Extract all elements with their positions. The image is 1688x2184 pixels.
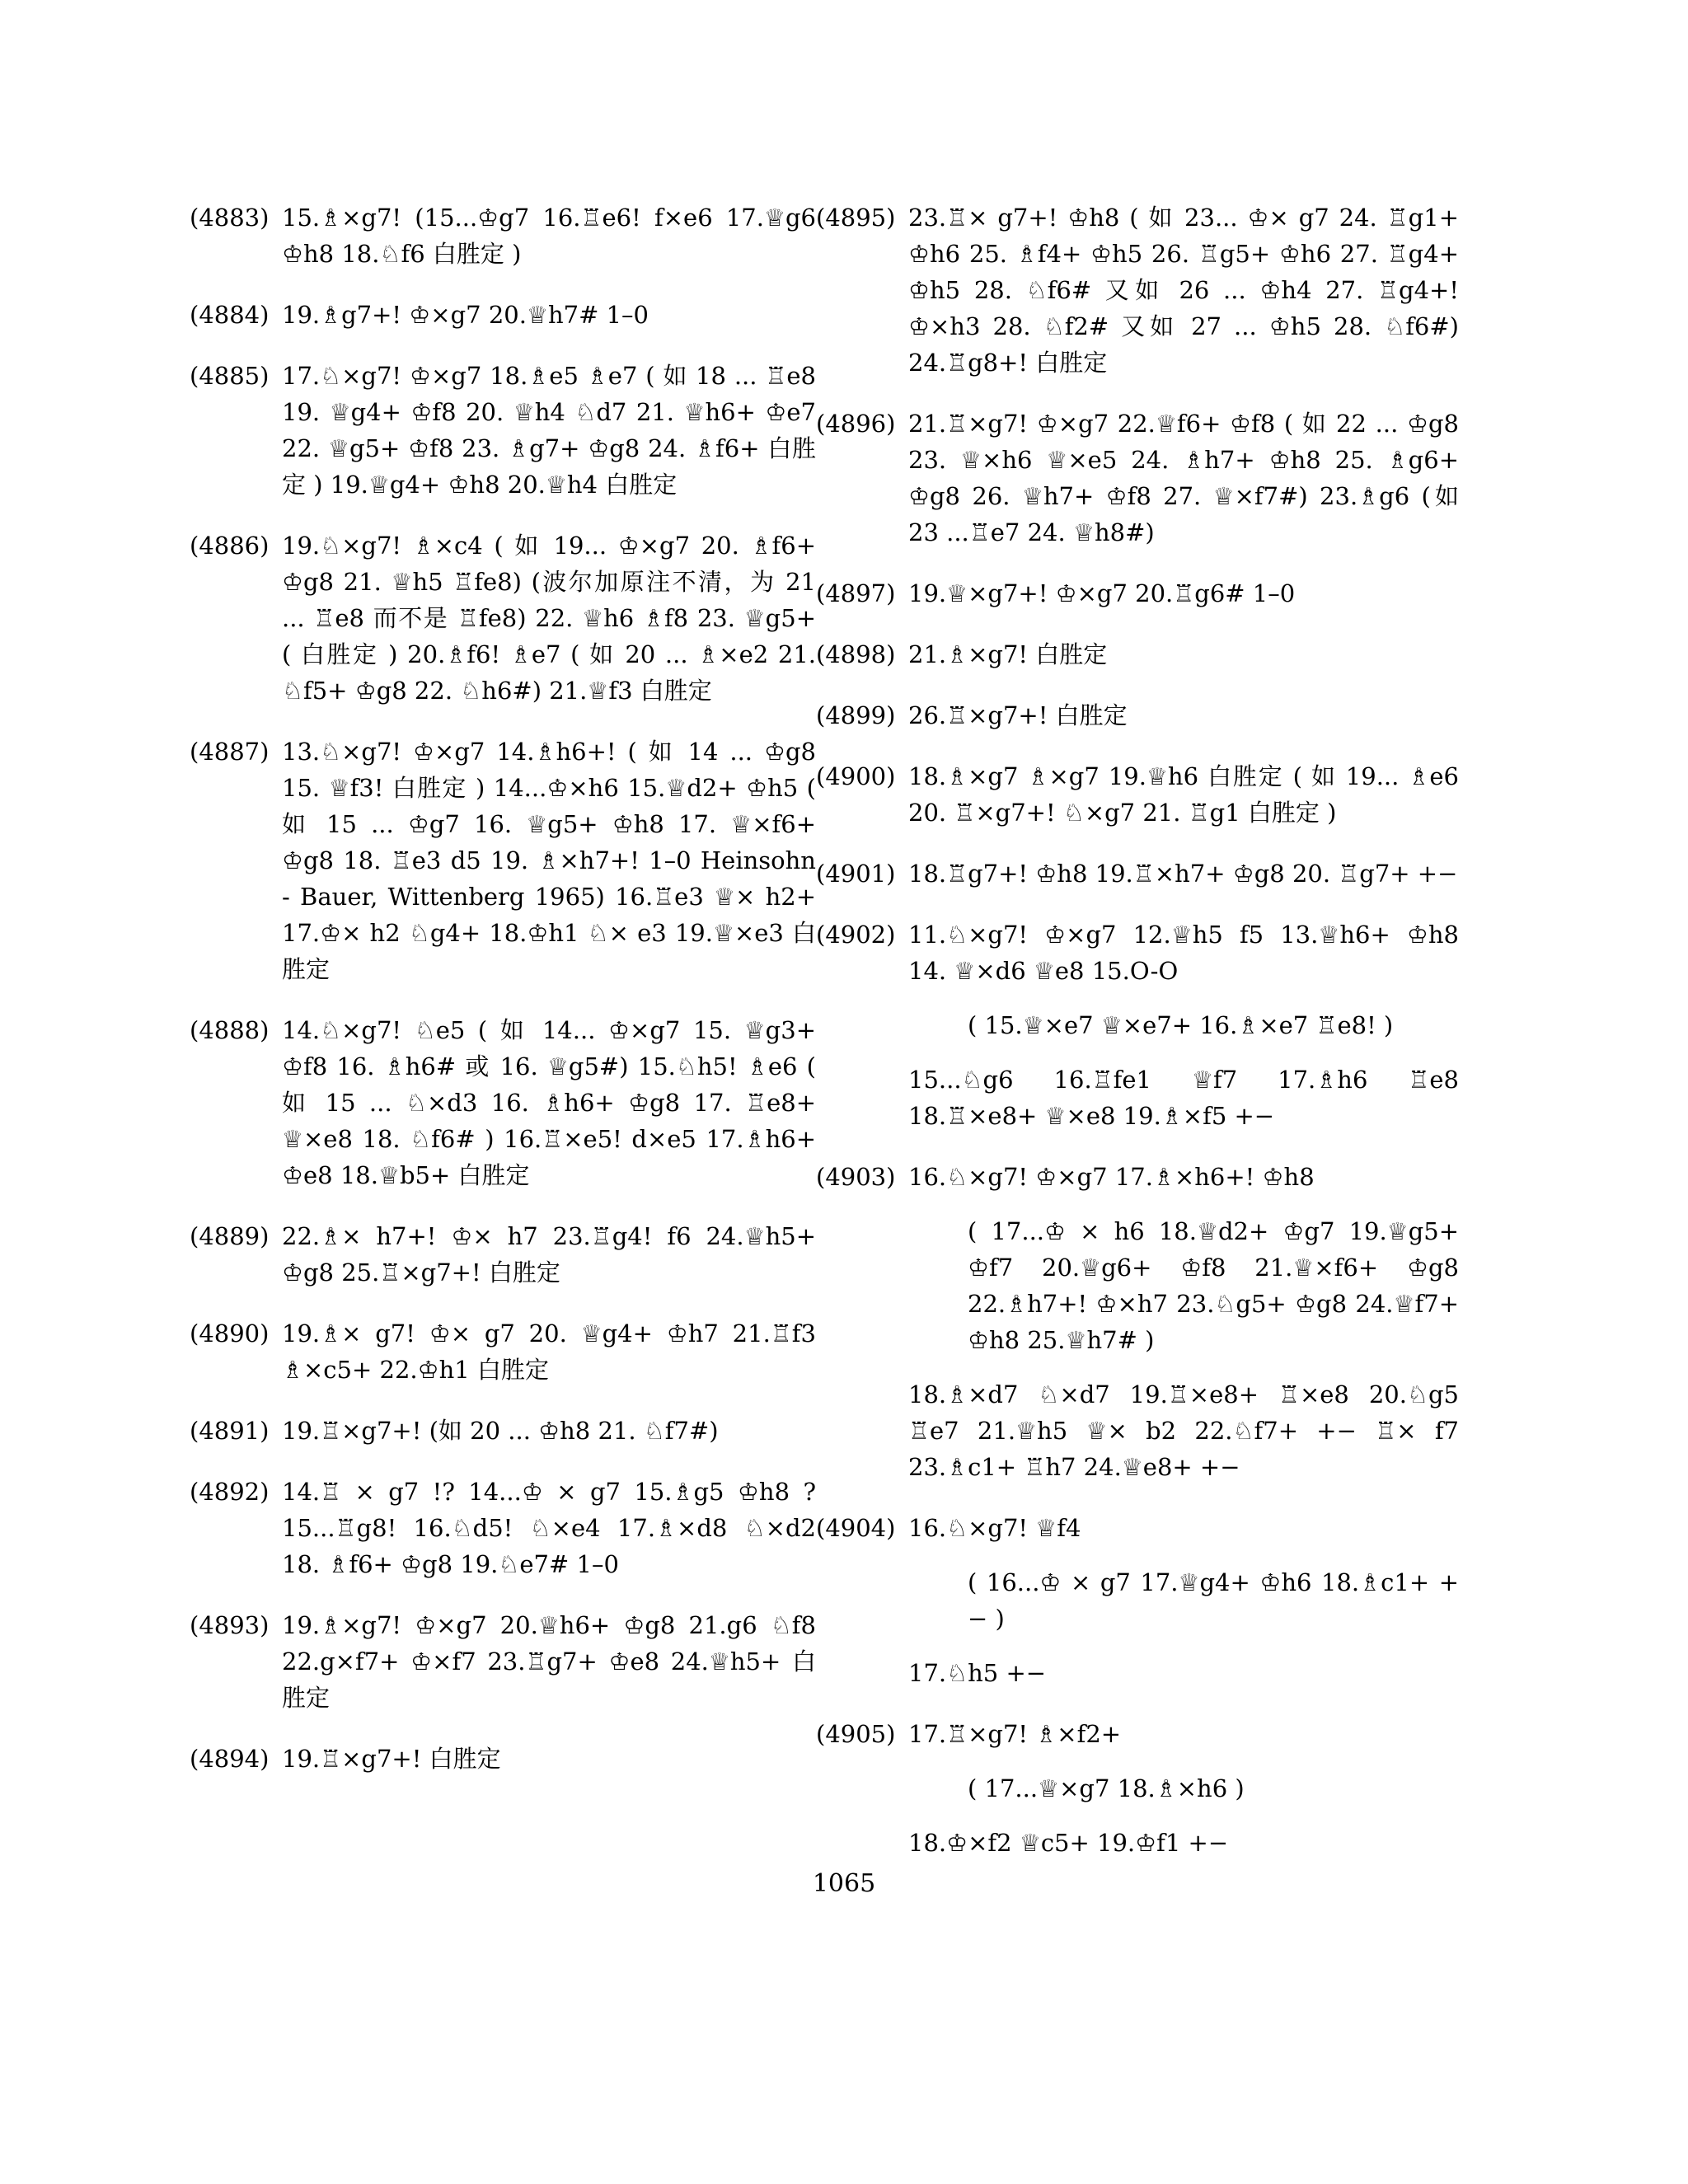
main-line: 19.♗× g7! ♔× g7 20. ♕g4+ ♔h7 21.♖f3 ♗×c5+ 22.♔h1 白胜定 xyxy=(282,1319,816,1384)
main-line: 19.♘×g7! ♗×c4 ( 如 19... ♔×g7 20. ♗f6+ ♔g8 21. ♕h5 ♖fe8) (波尔加原注不清，为 21 ... ♖e8 而不是 ♖fe8) 22. ♕h6 ♗f8 23. ♕g5+ ( 白胜定 ) 20.♗f6! ♗e7 ( 如 20 ... ♗×e2 21. ♘f5+ ♔g8 22. ♘h6#) 21.♕f3 白胜定 xyxy=(282,532,816,705)
variation-line: ( 16...♔ × g7 17.♕g4+ ♔h6 18.♗c1+ +− ) xyxy=(968,1568,1459,1633)
solution-text xyxy=(908,855,1459,892)
main-line: 17.♖×g7! ♗×f2+ xyxy=(908,1720,1122,1748)
variation-line: ( 15.♕×e7 ♕×e7+ 16.♗×e7 ♖e8! ) xyxy=(968,1011,1394,1039)
solution-text xyxy=(282,358,816,503)
main-line: 21.♗×g7! 白胜定 xyxy=(908,640,1108,668)
solution-text xyxy=(908,1510,1459,1691)
solution-text xyxy=(908,1159,1459,1485)
main-line: 18.♗×g7 ♗×g7 19.♕h6 白胜定 ( 如 19... ♗e6 20. ♖×g7+! ♘×g7 21. ♖g1 白胜定 ) xyxy=(908,762,1459,827)
problem-entry xyxy=(190,358,816,503)
problem-number: (4893) xyxy=(190,1611,270,1639)
problem-entry xyxy=(190,1741,816,1777)
main-line: 22.♗× h7+! ♔× h7 23.♖g4! f6 24.♕h5+ ♔g8 25.♖×g7+! 白胜定 xyxy=(282,1222,816,1286)
problem-entry xyxy=(190,1218,816,1291)
problem-entry xyxy=(816,636,1459,673)
problem-entry xyxy=(816,405,1459,551)
problem-number: (4889) xyxy=(190,1222,270,1250)
solution-text xyxy=(282,527,816,709)
problem-number: (4887) xyxy=(190,738,270,766)
main-line: 15...♘g6 16.♖fe1 ♕f7 17.♗h6 ♖e8 18.♖×e8+ ♕×e8 19.♗×f5 +− xyxy=(908,1066,1459,1130)
main-line: 18.♖g7+! ♔h8 19.♖×h7+ ♔g8 20. ♖g7+ +− xyxy=(908,860,1458,888)
variation-line: ( 17...♔ × h6 18.♕d2+ ♔g7 19.♕g5+ ♔f7 20.♕g6+ ♔f8 21.♕×f6+ ♔g8 22.♗h7+! ♔×h7 23.♘g5+ ♔g8 24.♕f7+ ♔h8 25.♕h7# ) xyxy=(968,1217,1459,1354)
problem-number: (4890) xyxy=(190,1319,270,1347)
problem-number: (4895) xyxy=(816,204,896,232)
problem-entry xyxy=(816,758,1459,831)
problem-entry xyxy=(190,1474,816,1582)
solution-text xyxy=(282,1218,816,1291)
main-line: 14.♖ × g7 !? 14...♔ × g7 15.♗g5 ♔h8 ?15...♖g8! 16.♘d5! ♘×e4 17.♗×d8 ♘×d2 18. ♗f6+ ♔g8 19.♘e7# 1–0 xyxy=(282,1478,816,1578)
main-line: 18.♔×f2 ♕c5+ 19.♔f1 +− xyxy=(908,1829,1229,1857)
problem-number: (4885) xyxy=(190,362,270,390)
main-line: 11.♘×g7! ♔×g7 12.♕h5 f5 13.♕h6+ ♔h8 14. ♕×d6 ♕e8 15.O-O xyxy=(908,921,1459,985)
solution-text xyxy=(282,1741,816,1777)
right-column xyxy=(816,199,1459,1886)
solution-text xyxy=(282,297,816,333)
page-number: 1065 xyxy=(812,1869,876,1898)
main-line: 19.♖×g7+! 白胜定 xyxy=(282,1745,501,1773)
problem-number: (4894) xyxy=(190,1745,270,1773)
solution-text xyxy=(282,199,816,272)
problem-entry xyxy=(190,527,816,709)
problem-entry xyxy=(816,916,1459,1134)
solution-text xyxy=(908,1716,1459,1861)
main-line: 17.♘×g7! ♔×g7 18.♗e5 ♗e7 ( 如 18 ... ♖e8 19. ♕g4+ ♔f8 20. ♕h4 ♘d7 21. ♕h6+ ♔e7 22. ♕g5+ ♔f8 23. ♗g7+ ♔g8 24. ♗f6+ 白胜定 ) 19.♕g4+ ♔h8 20.♕h4 白胜定 xyxy=(282,362,816,499)
problem-number: (4901) xyxy=(816,860,896,888)
solution-text xyxy=(908,199,1459,381)
solution-text xyxy=(282,1413,816,1449)
problem-number: (4892) xyxy=(190,1478,270,1506)
problem-number: (4886) xyxy=(190,532,270,560)
problem-number: (4903) xyxy=(816,1163,896,1191)
solution-text xyxy=(908,916,1459,1134)
problem-entry xyxy=(190,733,816,987)
problem-entry xyxy=(190,297,816,333)
main-line: 13.♘×g7! ♔×g7 14.♗h6+! ( 如 14 ... ♔g8 15. ♕f3! 白胜定 ) 14...♔×h6 15.♕d2+ ♔h5 ( 如 15 ... ♔g7 16. ♕g5+ ♔h8 17. ♕×f6+ ♔g8 18. ♖e3 d5 19. ♗×h7+! 1–0 Heinsohn - Bauer, Wittenberg 1965) 16.♖e3 ♕× h2+ 17.♔× h2 ♘g4+ 18.♔h1 ♘× e3 19.♕×e3 白胜定 xyxy=(282,738,816,983)
problem-number: (4884) xyxy=(190,301,270,329)
problem-entry xyxy=(816,575,1459,612)
solution-text xyxy=(282,1607,816,1716)
main-line: 19.♗×g7! ♔×g7 20.♕h6+ ♔g8 21.g6 ♘f8 22.g×f7+ ♔×f7 23.♖g7+ ♔e8 24.♕h5+ 白胜定 xyxy=(282,1611,816,1712)
main-line: 16.♘×g7! ♔×g7 17.♗×h6+! ♔h8 xyxy=(908,1163,1315,1191)
problem-number: (4899) xyxy=(816,701,896,729)
main-line: 15.♗×g7! (15...♔g7 16.♖e6! f×e6 17.♕g6 ♔h8 18.♘f6 白胜定 ) xyxy=(282,204,816,268)
problem-entry xyxy=(816,1510,1459,1691)
solution-text xyxy=(282,1315,816,1388)
left-column xyxy=(190,199,816,1802)
problem-entry xyxy=(816,855,1459,892)
solution-text xyxy=(908,575,1459,612)
problem-entry xyxy=(190,1607,816,1716)
problem-entry xyxy=(190,1315,816,1388)
problem-number: (4891) xyxy=(190,1417,270,1445)
problem-entry xyxy=(190,199,816,272)
solution-text xyxy=(908,405,1459,551)
problem-entry xyxy=(190,1413,816,1449)
main-line: 16.♘×g7! ♕f4 xyxy=(908,1514,1081,1542)
main-line: 19.♗g7+! ♔×g7 20.♕h7# 1–0 xyxy=(282,301,649,329)
solution-text xyxy=(908,697,1459,733)
solution-text xyxy=(282,1474,816,1582)
problem-number: (4905) xyxy=(816,1720,896,1748)
main-line: 19.♖×g7+! (如 20 ... ♔h8 21. ♘f7#) xyxy=(282,1417,719,1445)
problem-number: (4902) xyxy=(816,921,896,949)
problem-entry xyxy=(816,1716,1459,1861)
problem-number: (4900) xyxy=(816,762,896,790)
problem-number: (4897) xyxy=(816,579,896,607)
problem-entry xyxy=(816,199,1459,381)
problem-number: (4898) xyxy=(816,640,896,668)
problem-entry xyxy=(816,697,1459,733)
problem-number: (4904) xyxy=(816,1514,896,1542)
main-line: 17.♘h5 +− xyxy=(908,1659,1047,1687)
problem-number: (4896) xyxy=(816,410,896,438)
main-line: 21.♖×g7! ♔×g7 22.♕f6+ ♔f8 ( 如 22 ... ♔g8 23. ♕×h6 ♕×e5 24. ♗h7+ ♔h8 25. ♗g6+ ♔g8 26. ♕h7+ ♔f8 27. ♕×f7#) 23.♗g6 (如 23 ...♖e7 24. ♕h8#) xyxy=(908,410,1459,546)
solution-text xyxy=(908,636,1459,673)
solution-text xyxy=(282,733,816,987)
problem-entry xyxy=(190,1012,816,1193)
variation-line: ( 17...♕×g7 18.♗×h6 ) xyxy=(968,1774,1245,1802)
main-line: 23.♖× g7+! ♔h8 ( 如 23... ♔× g7 24. ♖g1+ ♔h6 25. ♗f4+ ♔h5 26. ♖g5+ ♔h6 27. ♖g4+ ♔h5 28. ♘f6# 又如 26 ... ♔h4 27. ♖g4+! ♔×h3 28. ♘f2# 又如 27 ... ♔h5 28. ♘f6#) 24.♖g8+! 白胜定 xyxy=(908,204,1459,377)
solution-text xyxy=(282,1012,816,1193)
problem-number: (4888) xyxy=(190,1016,270,1044)
solution-text xyxy=(908,758,1459,831)
main-line: 18.♗×d7 ♘×d7 19.♖×e8+ ♖×e8 20.♘g5 ♖e7 21.♕h5 ♕× b2 22.♘f7+ +− ♖× f7 23.♗c1+ ♖h7 24.♕e8+ +− xyxy=(908,1380,1459,1481)
problem-number: (4883) xyxy=(190,204,270,232)
main-line: 14.♘×g7! ♘e5 ( 如 14... ♔×g7 15. ♕g3+ ♔f8 16. ♗h6# 或 16. ♕g5#) 15.♘h5! ♗e6 ( 如 15 ... ♘×d3 16. ♗h6+ ♔g8 17. ♖e8+ ♕×e8 18. ♘f6# ) 16.♖×e5! d×e5 17.♗h6+ ♔e8 18.♕b5+ 白胜定 xyxy=(282,1016,816,1189)
problem-entry xyxy=(816,1159,1459,1485)
main-line: 19.♕×g7+! ♔×g7 20.♖g6# 1–0 xyxy=(908,579,1296,607)
main-line: 26.♖×g7+! 白胜定 xyxy=(908,701,1128,729)
